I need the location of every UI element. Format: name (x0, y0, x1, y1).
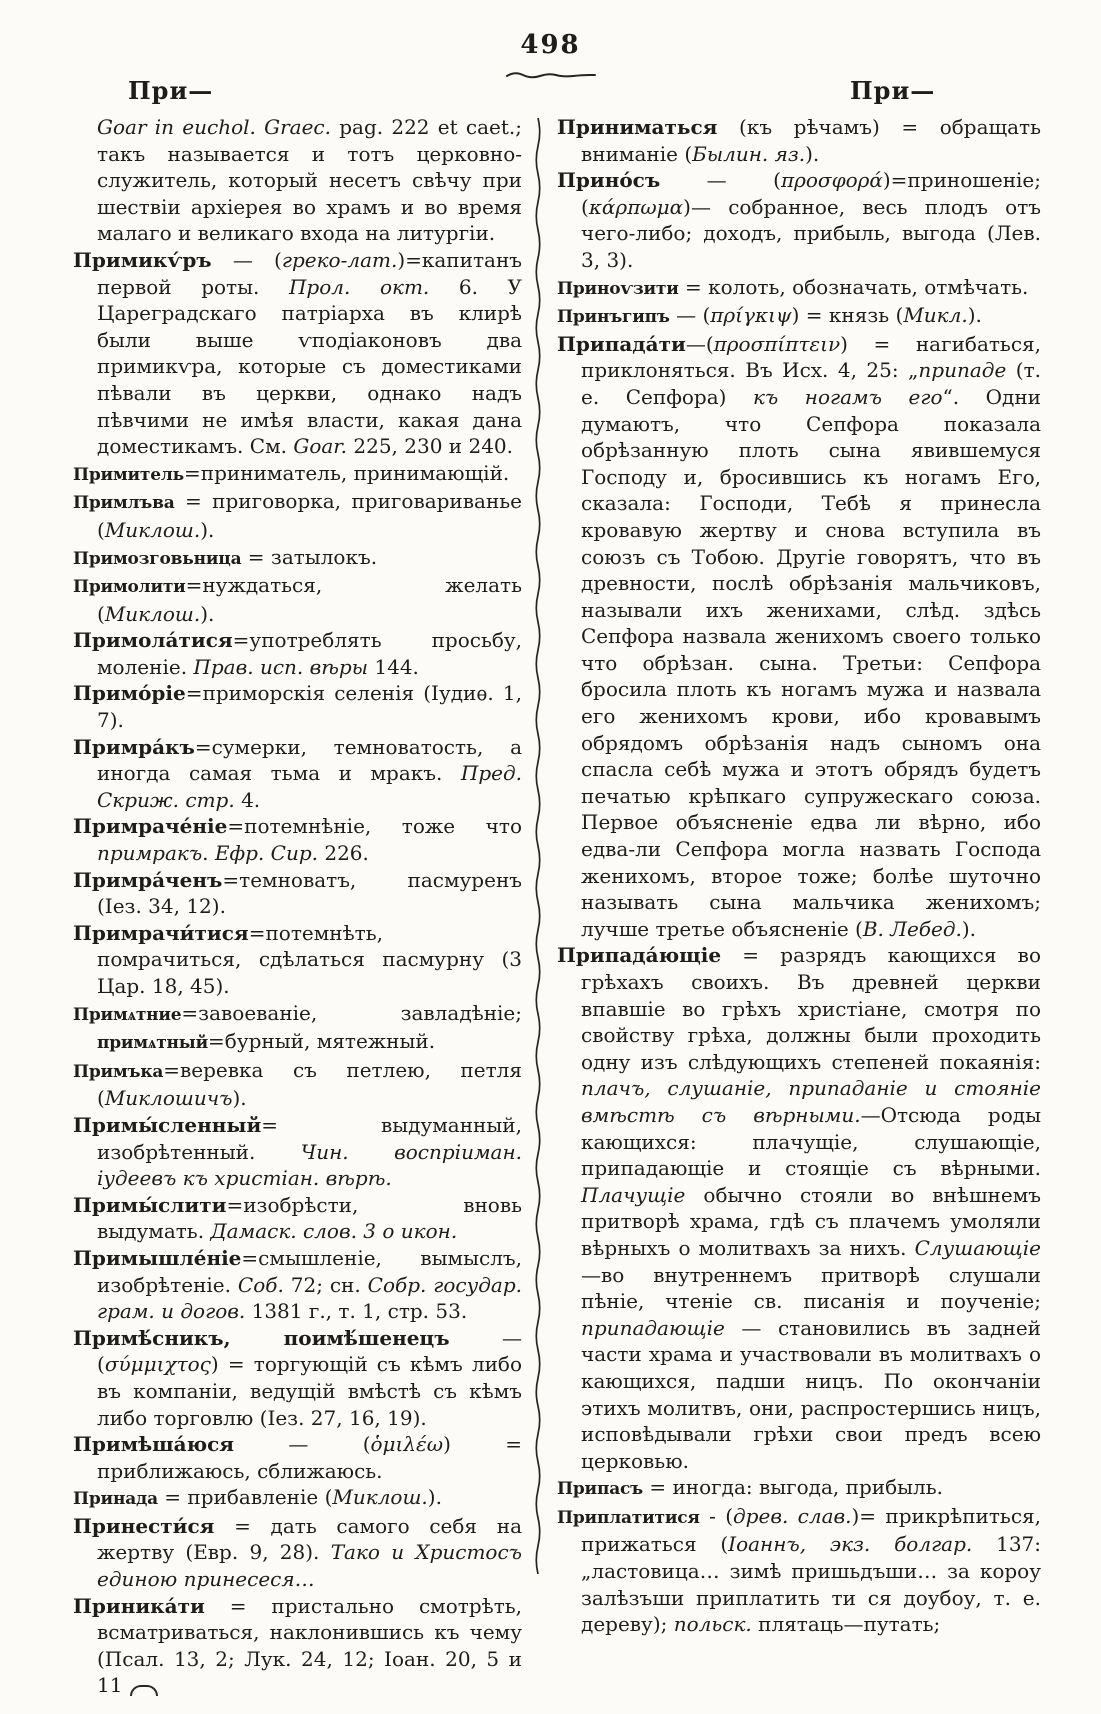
entry-text: 1381 г., т. 1, стр. 53. (245, 1299, 468, 1324)
entry-text: — ( (97, 1325, 522, 1377)
entry-text: ). (200, 601, 215, 626)
entry-citation: греко-лат. (281, 247, 398, 272)
page-number-underline (505, 70, 597, 80)
entry-text: ). (200, 517, 215, 542)
dictionary-entry (73, 813, 522, 866)
entry-citation: Дамаск. слов. 3 о икон. (210, 1219, 458, 1244)
dictionary-entry (73, 627, 522, 680)
entry-text: )=капитанъ первой роты. (97, 247, 522, 299)
entry-citation: Goar in euchol. Graec. (97, 115, 340, 139)
entry-citation: Прол. окт. (288, 274, 430, 299)
dictionary-entry (73, 1325, 522, 1431)
entry-text: 137: „ластовица… зимѣ пришьдъши… за короу залѣзъши приплатить ти ся доубоу, т. е. дереву); (581, 1532, 1041, 1637)
entry-citation: Миклош. (104, 517, 201, 542)
entry-text: =темноватъ, пасмуренъ (Іез. 34, 12). (97, 867, 522, 919)
dictionary-entry (557, 167, 1041, 273)
entry-headword: Примышле́ніе (73, 1245, 242, 1270)
entry-citation: Пред. Скриж. стр. (97, 761, 522, 812)
running-head-right: При— (850, 76, 936, 105)
dictionary-entry (73, 920, 522, 1000)
entry-text: =завоеваніе, завладѣніе; (181, 1000, 522, 1025)
entry-text: =изобрѣсти, вновь выдумать. (97, 1192, 522, 1244)
entry-headword: Припада́ти (557, 331, 686, 356)
dictionary-entry (557, 274, 1041, 303)
entry-citation: Слушающіе (914, 1235, 1041, 1260)
entry-text: — ( (669, 303, 711, 328)
entry-citation: κάρπωμα (588, 194, 684, 219)
entry-text: 4. (234, 787, 261, 812)
entry-text: обычно стояли во внѣшнемъ притворѣ храма, гдѣ съ плачемъ умоляли вѣрныхъ о молитвахъ за нихъ. (581, 1182, 1041, 1260)
entry-text: = пристально смотрѣть, всматриваться, наклонившись къ чему (Псал. 13, 2; Лук. 24, 12; Іоан. 20, 5 и 11 (97, 1593, 522, 1698)
dictionary-entry (557, 331, 1041, 943)
entry-text: 6. У Цареградскаго патріарха въ клирѣ были выше ѵподіаконовъ два примикѵра, которые съ доместиками пѣвали въ церкви, однако надъ пѣвчими не имѣя власти, какая дана доместикамъ. См. (97, 274, 523, 459)
entry-citation: Чин. воспріиман. іудеевъ къ христіан. вѣрѣ. (97, 1139, 522, 1191)
entry-text: ). (967, 303, 982, 328)
entry-citation: къ ногамъ его (752, 384, 943, 409)
entry-headword: Приноѵзити (557, 278, 679, 299)
entry-citation: Былин. яз. (692, 141, 806, 166)
entry-text: =приниматель, принимающій. (184, 460, 510, 485)
entry-text: =потемнѣніе, тоже что (227, 814, 522, 839)
entry-headword: Примы́сленный (73, 1112, 262, 1137)
dictionary-entry (73, 572, 522, 627)
entry-headword: Принести́ся (73, 1513, 215, 1538)
entry-text: )=приношеніе; ( (581, 168, 1041, 219)
entry-citation: Прав. исп. вѣры (193, 654, 369, 679)
dictionary-entry (73, 460, 522, 489)
entry-text: =сумерки, темноватость, а иногда самая тьма и мракъ. (97, 734, 522, 786)
entry-headword: Примѣша́юся (73, 1432, 235, 1457)
entry-citation: польск. (673, 1612, 752, 1637)
entry-text: . (202, 841, 215, 866)
entry-text: )— собранное, весь плодъ отъ чего-либо; доходъ, прибыль, выгода (Лев. 3, 3). (581, 194, 1041, 272)
dictionary-entry (73, 680, 522, 733)
dictionary-entry (73, 1057, 522, 1112)
entry-citation: древ. слав. (733, 1503, 852, 1528)
entry-text: =бурный, мятежный. (208, 1029, 436, 1054)
entry-text: ). (805, 141, 820, 166)
entry-text: 72; сн. (283, 1272, 368, 1297)
dictionary-entry (557, 942, 1041, 1474)
dictionary-entry (73, 1513, 522, 1593)
entry-citation: Тако и Христосъ единою принесеся… (97, 1540, 522, 1592)
entry-text: 226. (318, 841, 369, 866)
entry-citation: σύμμιχτος (104, 1352, 211, 1377)
entry-text: =потемнѣть, помрачиться, сдѣлаться пасмурну (3 Цар. 18, 45). (97, 920, 522, 998)
entry-text: = прибавленіе ( (157, 1485, 333, 1510)
dictionary-entry (557, 114, 1041, 167)
entry-headword: Примы́слити (73, 1192, 227, 1217)
entry-text: (къ рѣчамъ) = обращать вниманіе ( (581, 115, 1041, 166)
entry-headword: Примитель (73, 464, 184, 485)
entry-text: — ( (234, 1432, 371, 1457)
running-head-left: При— (128, 76, 214, 105)
entry-text: = разрядъ кающихся во грѣхахъ своихъ. Въ древней церкви впавшіе во грѣхъ христіане, смотря по свойству грѣха, должны были проходить одну изъ слѣдующихъ степеней покаянія: (581, 943, 1041, 1074)
entry-text: (т. е. Сепфора) (581, 358, 1041, 409)
entry-text: ) = торгующій съ кѣмъ либо въ компаніи, ведущій вмѣстѣ съ кѣмъ либо торговлю (Іез. 27, 16, 19). (97, 1352, 522, 1430)
entry-text: = иногда: выгода, прибыль. (643, 1475, 944, 1500)
entry-text: = колоть, обозначать, отмѣчать. (678, 274, 1029, 299)
entry-text: ) = князь ( (791, 303, 904, 328)
entry-text: ) = приближаюсь, сближаюсь. (97, 1432, 522, 1483)
entry-text: —Отсюда роды кающихся: плачущіе, слушающіе, припадающіе и стоящіе съ вѣрными. (581, 1102, 1041, 1181)
entry-text: =нуждаться, желать ( (97, 573, 522, 626)
entry-headword: Примо́ріе (73, 681, 186, 706)
entry-citation: примракъ (97, 841, 203, 866)
entry-headword: Примолити (73, 577, 186, 598)
page-number: 498 (520, 30, 581, 60)
entry-headword: Примѧтние (73, 1004, 182, 1025)
entry-text: ). (232, 1086, 247, 1111)
entry-citation: плачъ, слушаніе, припаданіе и стояніе вмѣстѣ съ вѣрными. (581, 1076, 1041, 1127)
entry-citation: Миклошичъ (104, 1086, 233, 1111)
dictionary-entry (73, 1192, 522, 1245)
dictionary-entry (73, 1484, 522, 1513)
entry-text: “. Одни думаютъ, что Сепфора показала обрѣзанную плоть сына явившемуся Господу и, бросившись къ ногамъ Его, сказала: Господи, Тебѣ я принесла кровавую жертву и снова вступила въ союзъ съ Тобою. Другіе говорятъ, что въ древности, послѣ обрѣзанія мальчиковъ, называли ихъ женихами, слѣд. здѣсь Сепфора назвала женихомъ своего только что обрѣзан. сына. Третьи: Сепфора бросила плоть къ ногамъ мужа и назвала его женихомъ крови, ибо кровавымъ обрядомъ обрѣзанія надъ сыномъ она спасла себѣ мужа и этотъ обрядъ будетъ печатью крѣпкаго супружескаго союза. Первое объясненіе едва ли вѣрно, ибо едва-ли Сепфора могла назвать Господа женихомъ, второе тоже; болѣе шуточно называть сына мальчика женихомъ; лучше третье объясненіе ( (581, 384, 1041, 941)
dictionary-entry (73, 1000, 522, 1057)
entry-headword: Принада (73, 1489, 158, 1510)
entry-text: ). (961, 916, 977, 941)
entry-text: — становились въ задней части храма и участвовали въ молитвахъ о кающихся, падши ницъ. По окончаніи этихъ молитвъ, они, распростершись ницъ, исповѣдывали грѣхи свои предъ всею церковью. (581, 1315, 1041, 1473)
entry-citation: Соб. (237, 1272, 284, 1297)
dictionary-entry (557, 1474, 1041, 1503)
entry-headword: Примра́ченъ (73, 867, 223, 892)
entry-headword: примѧтный (97, 1033, 209, 1054)
entry-citation: Плачущіе (581, 1182, 686, 1207)
dictionary-entry (73, 734, 522, 814)
dictionary-entry (557, 1503, 1041, 1638)
entry-headword: Приплатитися (557, 1507, 700, 1528)
dictionary-entry (73, 1112, 522, 1192)
entry-headword: Принъгипъ (557, 307, 670, 328)
entry-citation: Ефр. Сир. (214, 841, 318, 866)
entry-text: - ( (699, 1503, 733, 1528)
entry-headword: Примъка (73, 1061, 164, 1082)
entry-text: —( (685, 331, 714, 356)
entry-citation: В. Лебед. (862, 916, 962, 941)
dictionary-entry (73, 114, 522, 247)
column-divider (533, 118, 543, 1574)
entry-citation: Собр. государ. грам. и догов. (97, 1272, 522, 1324)
entry-headword: Примрачи́тися (73, 920, 249, 945)
entry-headword: Припада́ющіе (557, 943, 722, 968)
entry-text: = дать самого себя на жертву (Евр. 9, 28). (97, 1513, 522, 1565)
entry-headword: Примраче́ніе (73, 814, 228, 839)
entry-text: плятаць—путать; (751, 1612, 941, 1637)
entry-headword: Примола́тися (73, 628, 233, 653)
entry-text: 144. (368, 654, 419, 679)
entry-headword: Примѣ́сникъ, поимѣ́шенецъ (73, 1325, 450, 1350)
entry-text: =веревка съ петлею, петля ( (97, 1057, 522, 1111)
dictionary-entry (73, 544, 522, 573)
dictionary-entry (557, 302, 1041, 331)
entry-text: ) = нагибаться, приклоняться. Въ Исх. 4, 25: „ (581, 331, 1041, 383)
entry-headword: Приниматься (557, 115, 718, 139)
entry-citation: προσφορά (780, 168, 883, 193)
entry-citation: Goar. (293, 434, 348, 459)
entry-text: —во внутреннемъ притворѣ слушали пѣніе, чтеніе св. писанія и поученіе; (581, 1262, 1041, 1314)
dictionary-entry (73, 247, 522, 460)
entry-text: — ( (211, 247, 282, 272)
dictionary-entry (73, 1593, 522, 1699)
entry-citation: припаде (918, 358, 1007, 383)
entry-citation: Миклош. (332, 1485, 428, 1510)
entry-citation: Миклош. (104, 601, 201, 626)
entry-citation: Іоаннъ, экз. болгар. (728, 1532, 973, 1557)
entry-headword: Приника́ти (73, 1593, 205, 1618)
dictionary-entry (73, 867, 522, 920)
entry-text: 225, 230 и 240. (347, 434, 514, 459)
entry-citation: πρίγκιψ (710, 303, 792, 328)
entry-text: =смышленіе, вымыслъ, изобрѣтеніе. (97, 1245, 522, 1297)
entry-citation: Микл. (903, 303, 968, 328)
dictionary-column-right (557, 114, 1041, 1638)
entry-headword: Примозговьница (73, 548, 242, 569)
entry-headword: Припасъ (557, 1479, 643, 1500)
entry-text: pag. 222 et caet.; такъ называется и тотъ церковно-служитель, который несетъ свѣчу при шествіи архіерея во храмъ и во время малаго и великаго входа на литургіи. (97, 115, 522, 246)
entry-text: )= прикрѣпиться, прижаться ( (581, 1503, 1041, 1557)
entry-headword: Примра́къ (73, 734, 195, 759)
entry-text: =употреблять просьбу, моленіе. (97, 628, 522, 679)
entry-text: = выдуманный, изобрѣтенный. (97, 1112, 522, 1164)
dictionary-entry (73, 1245, 522, 1325)
entry-headword: Прино́съ (557, 168, 661, 193)
entry-citation: ὁμιλέω (370, 1432, 444, 1457)
entry-headword: Примлъва (73, 493, 175, 514)
entry-text: = приговорка, приговариванье ( (97, 489, 522, 542)
dictionary-entry (73, 488, 522, 543)
entry-text: = затылокъ. (241, 544, 378, 569)
dictionary-entry (73, 1431, 522, 1484)
end-curve-mark (130, 1685, 158, 1696)
entry-headword: Примикѵ́ръ (73, 247, 212, 272)
entry-text: — ( (660, 168, 781, 193)
entry-text: =приморскія селенія (Іудиѳ. 1, 7). (97, 681, 522, 733)
entry-citation: припадающіе (581, 1315, 725, 1340)
entry-citation: προσπίπτειν (713, 331, 841, 356)
dictionary-column-left (73, 114, 522, 1699)
entry-text: ). (427, 1485, 442, 1510)
